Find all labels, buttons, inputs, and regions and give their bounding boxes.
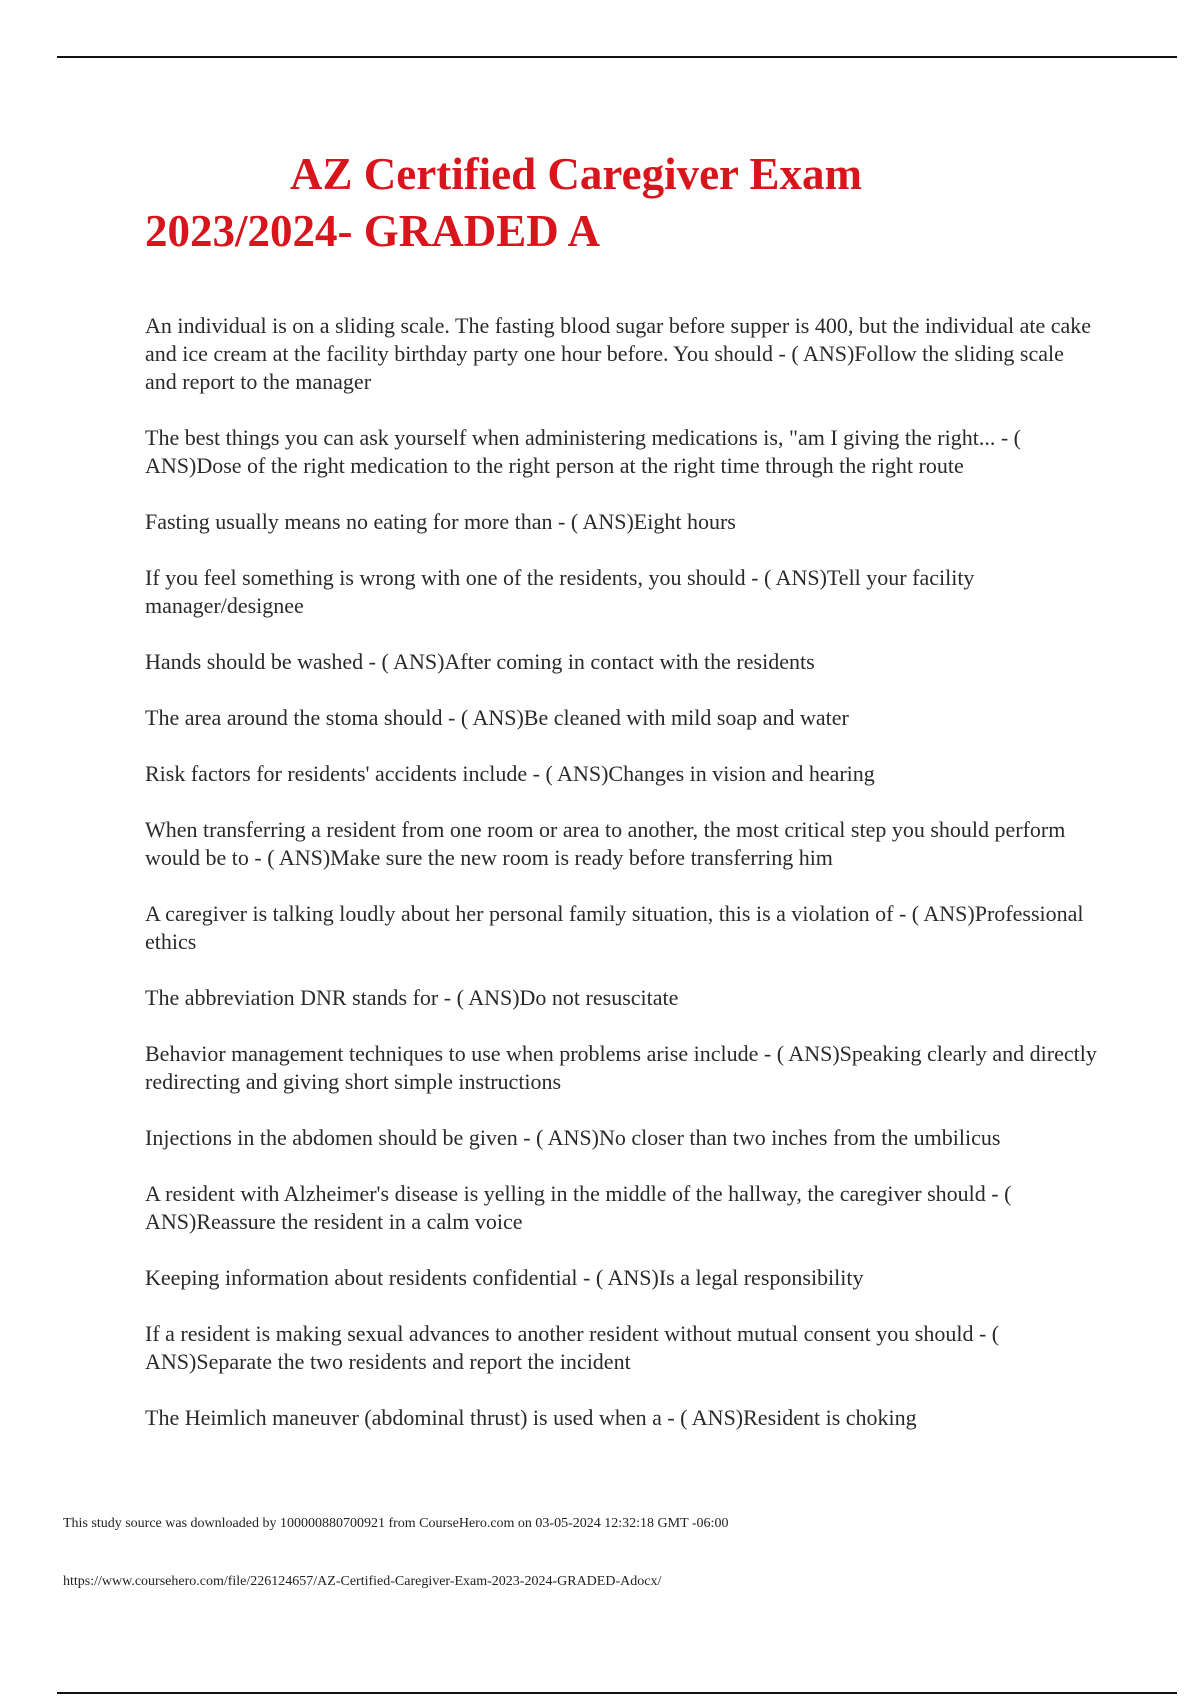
- qa-item: An individual is on a sliding scale. The fasting blood sugar before supper is 400, but the individual ate cake and ice cream at the facility birthday party one hour before. You should - ( ANS)Follow the sliding scale and report to the manager: [145, 313, 1091, 394]
- qa-item: The Heimlich maneuver (abdominal thrust) is used when a - ( ANS)Resident is choking: [145, 1405, 917, 1430]
- document-title: [145, 146, 1125, 260]
- qa-item: If you feel something is wrong with one of the residents, you should - ( ANS)Tell your facility manager/designee: [145, 565, 975, 618]
- qa-item: Risk factors for residents' accidents include - ( ANS)Changes in vision and hearing: [145, 761, 875, 786]
- qa-item: A resident with Alzheimer's disease is yelling in the middle of the hallway, the caregiver should - ( ANS)Reassure the resident in a calm voice: [145, 1181, 1012, 1234]
- qa-item: Keeping information about residents confidential - ( ANS)Is a legal responsibility: [145, 1265, 864, 1290]
- title-line-2: 2023/2024- GRADED A: [145, 206, 601, 256]
- qa-item: The best things you can ask yourself when administering medications is, "am I giving the right... - ( ANS)Dose of the right medication to the right person at the right time through the right route: [145, 425, 1021, 478]
- qa-item: A caregiver is talking loudly about her personal family situation, this is a violation of - ( ANS)Professional ethics: [145, 901, 1084, 954]
- qa-item: Fasting usually means no eating for more than - ( ANS)Eight hours: [145, 509, 736, 534]
- qa-item: Behavior management techniques to use when problems arise include - ( ANS)Speaking clearly and directly redirecting and giving short simple instructions: [145, 1041, 1097, 1094]
- title-line-1: AZ Certified Caregiver Exam: [290, 149, 862, 199]
- qa-item: If a resident is making sexual advances to another resident without mutual consent you should - ( ANS)Separate the two residents and report the incident: [145, 1321, 1000, 1374]
- question-answer-list: [145, 312, 1100, 1460]
- source-url[interactable]: https://www.coursehero.com/file/226124657/AZ-Certified-Caregiver-Exam-2023-2024-GRADED-Adocx/: [63, 1574, 662, 1589]
- bottom-rule: [57, 1692, 1177, 1694]
- qa-item: The abbreviation DNR stands for - ( ANS)Do not resuscitate: [145, 985, 679, 1010]
- download-source-note: This study source was downloaded by 100000880700921 from CourseHero.com on 03-05-2024 12:32:18 GMT -06:00: [63, 1516, 729, 1531]
- qa-item: Hands should be washed - ( ANS)After coming in contact with the residents: [145, 649, 815, 674]
- qa-item: The area around the stoma should - ( ANS)Be cleaned with mild soap and water: [145, 705, 849, 730]
- qa-item: Injections in the abdomen should be given - ( ANS)No closer than two inches from the umbilicus: [145, 1125, 1001, 1150]
- top-rule: [57, 56, 1177, 58]
- qa-item: When transferring a resident from one room or area to another, the most critical step you should perform would be to - ( ANS)Make sure the new room is ready before transferring him: [145, 817, 1066, 870]
